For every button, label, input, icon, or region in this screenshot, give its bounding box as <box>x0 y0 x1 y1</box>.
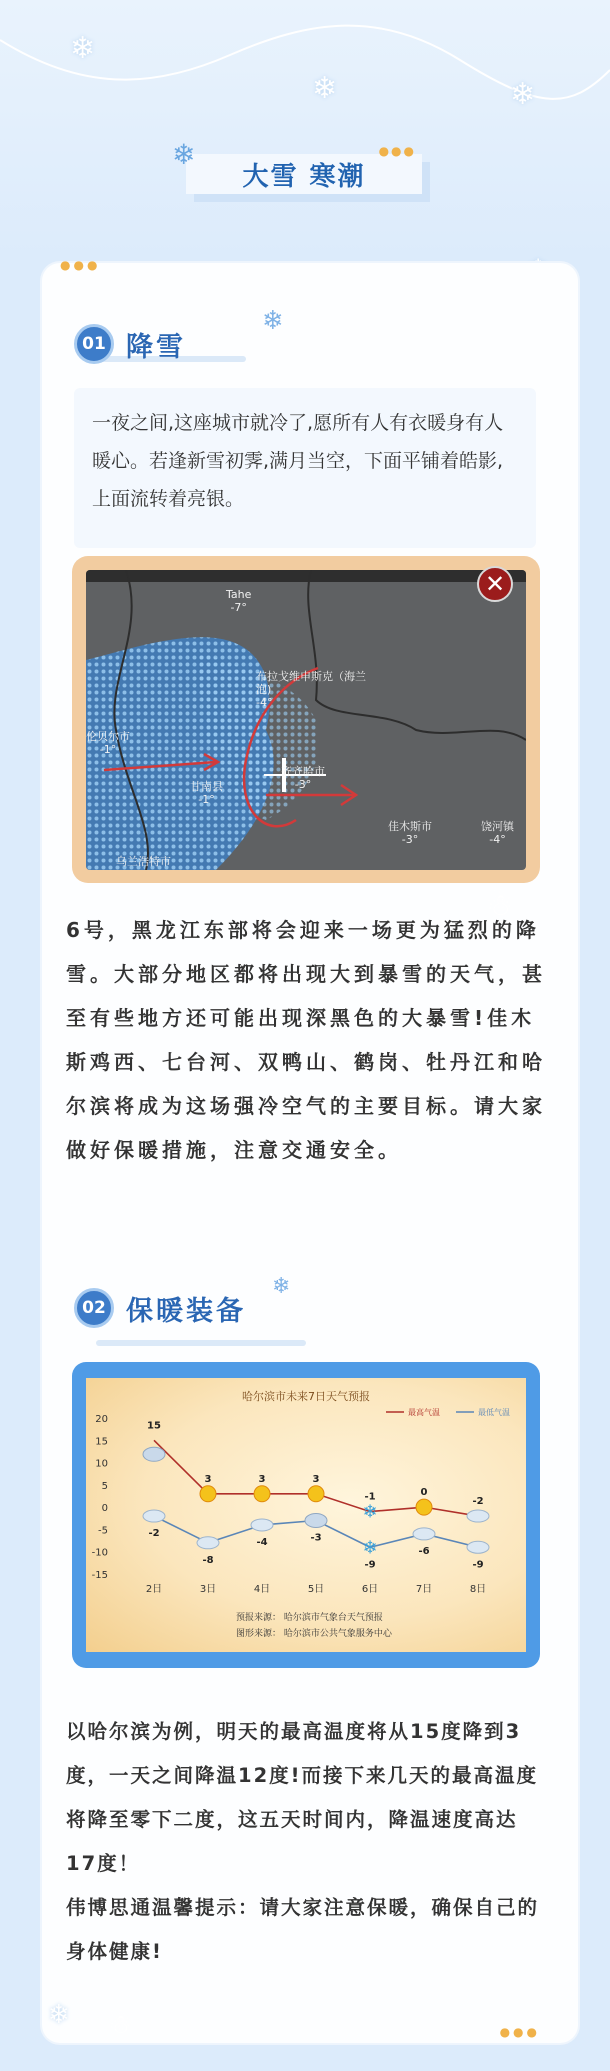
section-underline <box>96 1340 306 1346</box>
page-title: 大雪 寒潮 <box>242 161 366 192</box>
sun-icon <box>254 1486 270 1502</box>
x-tick-label: 6日 <box>361 1584 379 1595</box>
snowflake-icon: ❄ <box>48 2000 70 2030</box>
snow-cloud-icon <box>143 1447 165 1461</box>
x-tick-label: 7日 <box>415 1584 433 1595</box>
page-header <box>172 138 436 206</box>
cloud-icon <box>413 1528 435 1540</box>
snowflake-icon: ❄ <box>262 306 284 336</box>
section-number: 02 <box>74 1288 114 1328</box>
section-title: 保暖装备 <box>126 1295 246 1327</box>
data-label-high: 15 <box>147 1420 161 1432</box>
section-heading-2 <box>74 1288 246 1328</box>
snow-cloud-icon <box>305 1514 327 1528</box>
x-tick-label: 3日 <box>199 1584 217 1595</box>
data-label-low: -2 <box>148 1528 160 1540</box>
x-tick-label: 4日 <box>253 1584 271 1595</box>
map-label-lunbei: 伦贝尔市 -1° <box>86 730 130 756</box>
section-number: 01 <box>74 324 114 364</box>
data-label-low: -9 <box>364 1559 376 1571</box>
mittens-icon: ❄ <box>272 1274 291 1299</box>
cloud-icon <box>197 1537 219 1549</box>
data-label-high: 3 <box>258 1473 266 1485</box>
map-label-qiqihar: 齐齐哈市 -3° <box>281 765 325 791</box>
y-tick-label: 5 <box>101 1480 108 1492</box>
map-label-gannan: 甘南县 -1° <box>190 780 223 806</box>
decorative-dots: ●●● <box>60 258 101 272</box>
data-label-high: 3 <box>204 1473 212 1485</box>
intro-quote: 一夜之间,这座城市就冷了,愿所有人有衣暖身有人暖心。若逢新雪初霁,满月当空，下面平铺着皓影,上面流转着亮银。 <box>74 388 536 548</box>
cloud-icon <box>251 1519 273 1531</box>
data-label-low: -3 <box>310 1532 322 1544</box>
forecast-source: 预报来源： 哈尔滨市气象台天气预报 <box>236 1613 383 1623</box>
map-label-blagoveshchensk: 布拉戈维申斯克（海兰 泡) -4° <box>256 670 366 709</box>
map-label-wulanhaote: 乌兰浩特市 <box>116 855 171 868</box>
snowflake-icon: ❄ <box>362 1501 378 1523</box>
y-tick-label: 10 <box>95 1458 108 1470</box>
data-label-low: -4 <box>256 1536 268 1548</box>
sun-icon <box>200 1486 216 1502</box>
snowflake-icon: ❄ <box>312 71 338 106</box>
data-label-low: -6 <box>418 1545 430 1557</box>
data-label-high: 3 <box>312 1473 320 1485</box>
y-tick-label: 15 <box>95 1436 108 1448</box>
snowflake-icon: ❄ <box>510 77 536 112</box>
temperature-chart <box>86 1378 526 1652</box>
data-label-high: -2 <box>472 1496 484 1508</box>
y-tick-label: -5 <box>98 1525 108 1537</box>
data-label-high: -1 <box>364 1491 376 1503</box>
paragraph-tip: 伟博思通温馨提示：请大家注意保暖，确保自己的身体健康! <box>66 1896 540 1963</box>
decorative-dots: ●●● <box>378 144 416 158</box>
paragraph-example <box>66 1710 546 1974</box>
legend-label: 最低气温 <box>478 1408 510 1417</box>
graphic-source: 图形来源： 哈尔滨市公共气象服务中心 <box>236 1629 392 1639</box>
decorative-dots: ●●● <box>499 2025 540 2039</box>
data-label-low: -8 <box>202 1554 214 1566</box>
paragraph-temperature-drop: 以哈尔滨为例，明天的最高温度将从15度降到3度，一天之间降温12度!而接下来几天的最高温度将降至零下二度，这五天时间内，降温速度高达17度！ <box>66 1720 539 1875</box>
cloud-icon <box>467 1541 489 1553</box>
sun-icon <box>308 1486 324 1502</box>
snowflake-icon: ❄ <box>172 138 196 171</box>
sun-icon <box>416 1499 432 1515</box>
snowman-icon: ☃ <box>486 888 513 923</box>
section-title: 降雪 <box>126 331 186 363</box>
section-heading-1 <box>74 324 186 364</box>
data-label-high: 0 <box>420 1487 428 1499</box>
cloud-icon <box>467 1510 489 1522</box>
snowman-icon: ☃ <box>108 2010 132 2040</box>
x-tick-label: 5日 <box>307 1584 325 1595</box>
paragraph-snowfall: 6号，黑龙江东部将会迎来一场更为猛烈的降雪。大部分地区都将出现大到暴雪的天气，甚至有些地方还可能出现深黑色的大暴雪!佳木斯鸡西、七台河、双鸭山、鹤岗、牡丹江和哈尔滨将成为这场强冷空气的主要目标。请大家做好保暖措施，注意交通安全。 <box>66 918 546 1162</box>
x-tick-label: 2日 <box>145 1584 163 1595</box>
snowflake-icon: ❄ <box>70 31 96 66</box>
x-tick-label: 8日 <box>469 1584 487 1595</box>
data-label-low: -9 <box>472 1559 484 1571</box>
y-tick-label: 20 <box>95 1414 108 1425</box>
snowflake-icon: ❄ <box>362 1537 378 1559</box>
close-icon[interactable]: ✕ <box>477 566 513 602</box>
chart-title: 哈尔滨市未来7日天气预报 <box>242 1390 370 1403</box>
snowfall-map <box>86 570 526 870</box>
y-tick-label: 0 <box>101 1503 108 1515</box>
cloud-icon <box>143 1510 165 1522</box>
legend-label: 最高气温 <box>408 1408 440 1417</box>
y-tick-label: -15 <box>91 1570 108 1581</box>
map-label-jiamusi: 佳木斯市 -3° <box>388 820 432 846</box>
map-label-tahe: Tahe -7° <box>226 588 252 614</box>
y-tick-label: -10 <box>91 1547 108 1559</box>
map-label-raohe: 饶河镇 -4° <box>481 820 514 846</box>
